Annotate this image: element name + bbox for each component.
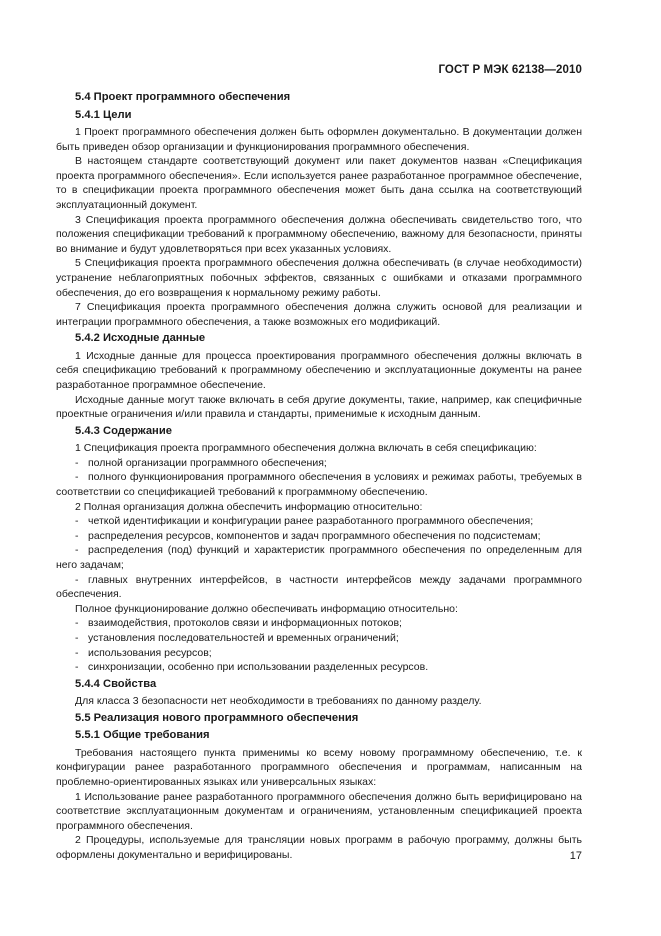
section-heading: 5.5.1 Общие требования — [75, 729, 210, 742]
list-item — [56, 616, 582, 631]
paragraph: Полное функционирование должно обеспечивать информацию относительно: — [75, 602, 458, 615]
document-standard-id: ГОСТ Р МЭК 62138—2010 — [438, 64, 582, 76]
list-item — [56, 573, 582, 602]
paragraph: 5 Спецификация проекта программного обеспечения должна обеспечивать (в случае необходимости) устранение неблагоприятных побочных эффектов, связанных с ошибками и отказами программного обеспечения, до его возвращения к нормальному режиму работы. — [56, 257, 582, 299]
paragraph: 2 Процедуры, используемые для трансляции новых программ в рабочую программу, должны быть оформлены документально и верифицированы. — [56, 834, 582, 862]
list-item-text: синхронизации, особенно при использовании разделенных ресурсов. — [88, 661, 429, 674]
list-item-text: взаимодействия, протоколов связи и информационных потоков; — [88, 617, 402, 630]
section-heading: 5.4.1 Цели — [75, 108, 132, 121]
paragraph: 7 Спецификация проекта программного обеспечения должна служить основой для реализации и интеграции программного обеспечения, а также возможных его модификаций. — [56, 301, 582, 328]
list-dash: - — [75, 471, 79, 484]
list-dash: - — [75, 617, 79, 630]
paragraph: 1 Использование ранее разработанного программного обеспечения должно быть верифицировано на соответствие эксплуатационным документам и ограничениям, установленным спецификацией проекта программного обеспечения. — [56, 790, 582, 832]
paragraph: 3 Спецификация проекта программного обеспечения должна обеспечивать свидетельство того, что положения спецификации требований к программному обеспечению, важному для безопасности, приняты во внимание и будут удовлетворяться при всех указанных условиях. — [56, 213, 582, 255]
paragraph: 1 Спецификация проекта программного обеспечения должна включать в себя спецификацию: — [75, 442, 537, 455]
page-number: 17 — [569, 850, 582, 862]
list-item — [56, 631, 582, 646]
list-dash: - — [75, 544, 79, 557]
list-item-text: распределения (под) функций и характеристик программного обеспечения по определенным для него задачам; — [56, 544, 582, 572]
paragraph: Для класса 3 безопасности нет необходимости в требованиях по данному разделу. — [75, 695, 482, 708]
section-heading: 5.4.2 Исходные данные — [75, 332, 206, 345]
list-item-text: полного функционирования программного обеспечения в условиях и режимах работы, требуемых в соответствии со спецификацией требований к программному обеспечению. — [56, 471, 582, 499]
list-item — [56, 646, 582, 661]
list-dash: - — [75, 661, 79, 674]
list-item-text: полной организации программного обеспечения; — [88, 456, 327, 469]
section-heading: 5.4.3 Содержание — [75, 424, 172, 437]
list-item-text: распределения ресурсов, компонентов и задач программного обеспечения по подсистемам; — [88, 529, 541, 542]
list-item-text: использования ресурсов; — [88, 646, 212, 659]
paragraph: 1 Проект программного обеспечения должен быть оформлен документально. В документации должен быть приведен обзор организации и функционирования программного обеспечения. — [56, 126, 582, 153]
document-body — [56, 88, 582, 863]
paragraph: В настоящем стандарте соответствующий документ или пакет документов назван «Спецификация проекта программного обеспечения». Если используется ранее разработанное программное обеспечение, то в спецификации проекта программного обеспечения может быть дана ссылка на соответствующий эксплуатационный документ. — [56, 155, 582, 211]
list-item-text: установления последовательностей и временных ограничений; — [88, 632, 399, 644]
section-heading: 5.5 Реализация нового программного обеспечения — [75, 711, 359, 724]
list-dash: - — [75, 573, 79, 586]
list-dash: - — [75, 632, 79, 644]
list-item — [56, 660, 582, 675]
list-item — [56, 543, 582, 572]
paragraph: Исходные данные могут также включать в себя другие документы, такие, например, как специфичные проектные ограничения и/или правила и стандарты, применимые к исходным данным. — [56, 393, 582, 421]
list-dash: - — [75, 456, 79, 469]
list-dash: - — [75, 515, 79, 528]
section-heading: 5.4.4 Свойства — [75, 677, 157, 690]
list-item-text: четкой идентификации и конфигурации ранее разработанного программного обеспечения; — [88, 515, 534, 528]
paragraph: 1 Исходные данные для процесса проектирования программного обеспечения должны включать в себя спецификацию требований к программному обеспечению и эксплуатационные документы на ранее разработанное программное обеспечение. — [56, 349, 582, 391]
list-item-text: главных внутренних интерфейсов, в частности интерфейсов между задачами программного обеспечения. — [56, 573, 582, 601]
paragraph: Требования настоящего пункта применимы ко всему новому программному обеспечению, т.е. к конфигурации ранее разработанного программного обеспечения и программам, написанным на проблемно-ориентированных языках или универсальных языках: — [56, 746, 582, 789]
list-dash: - — [75, 646, 79, 659]
list-item — [56, 529, 582, 544]
section-heading: 5.4 Проект программного обеспечения — [75, 91, 291, 103]
list-item — [56, 470, 582, 499]
list-item — [56, 514, 582, 529]
paragraph: 2 Полная организация должна обеспечить информацию относительно: — [75, 500, 423, 513]
list-item — [56, 456, 582, 471]
list-dash: - — [75, 529, 79, 542]
